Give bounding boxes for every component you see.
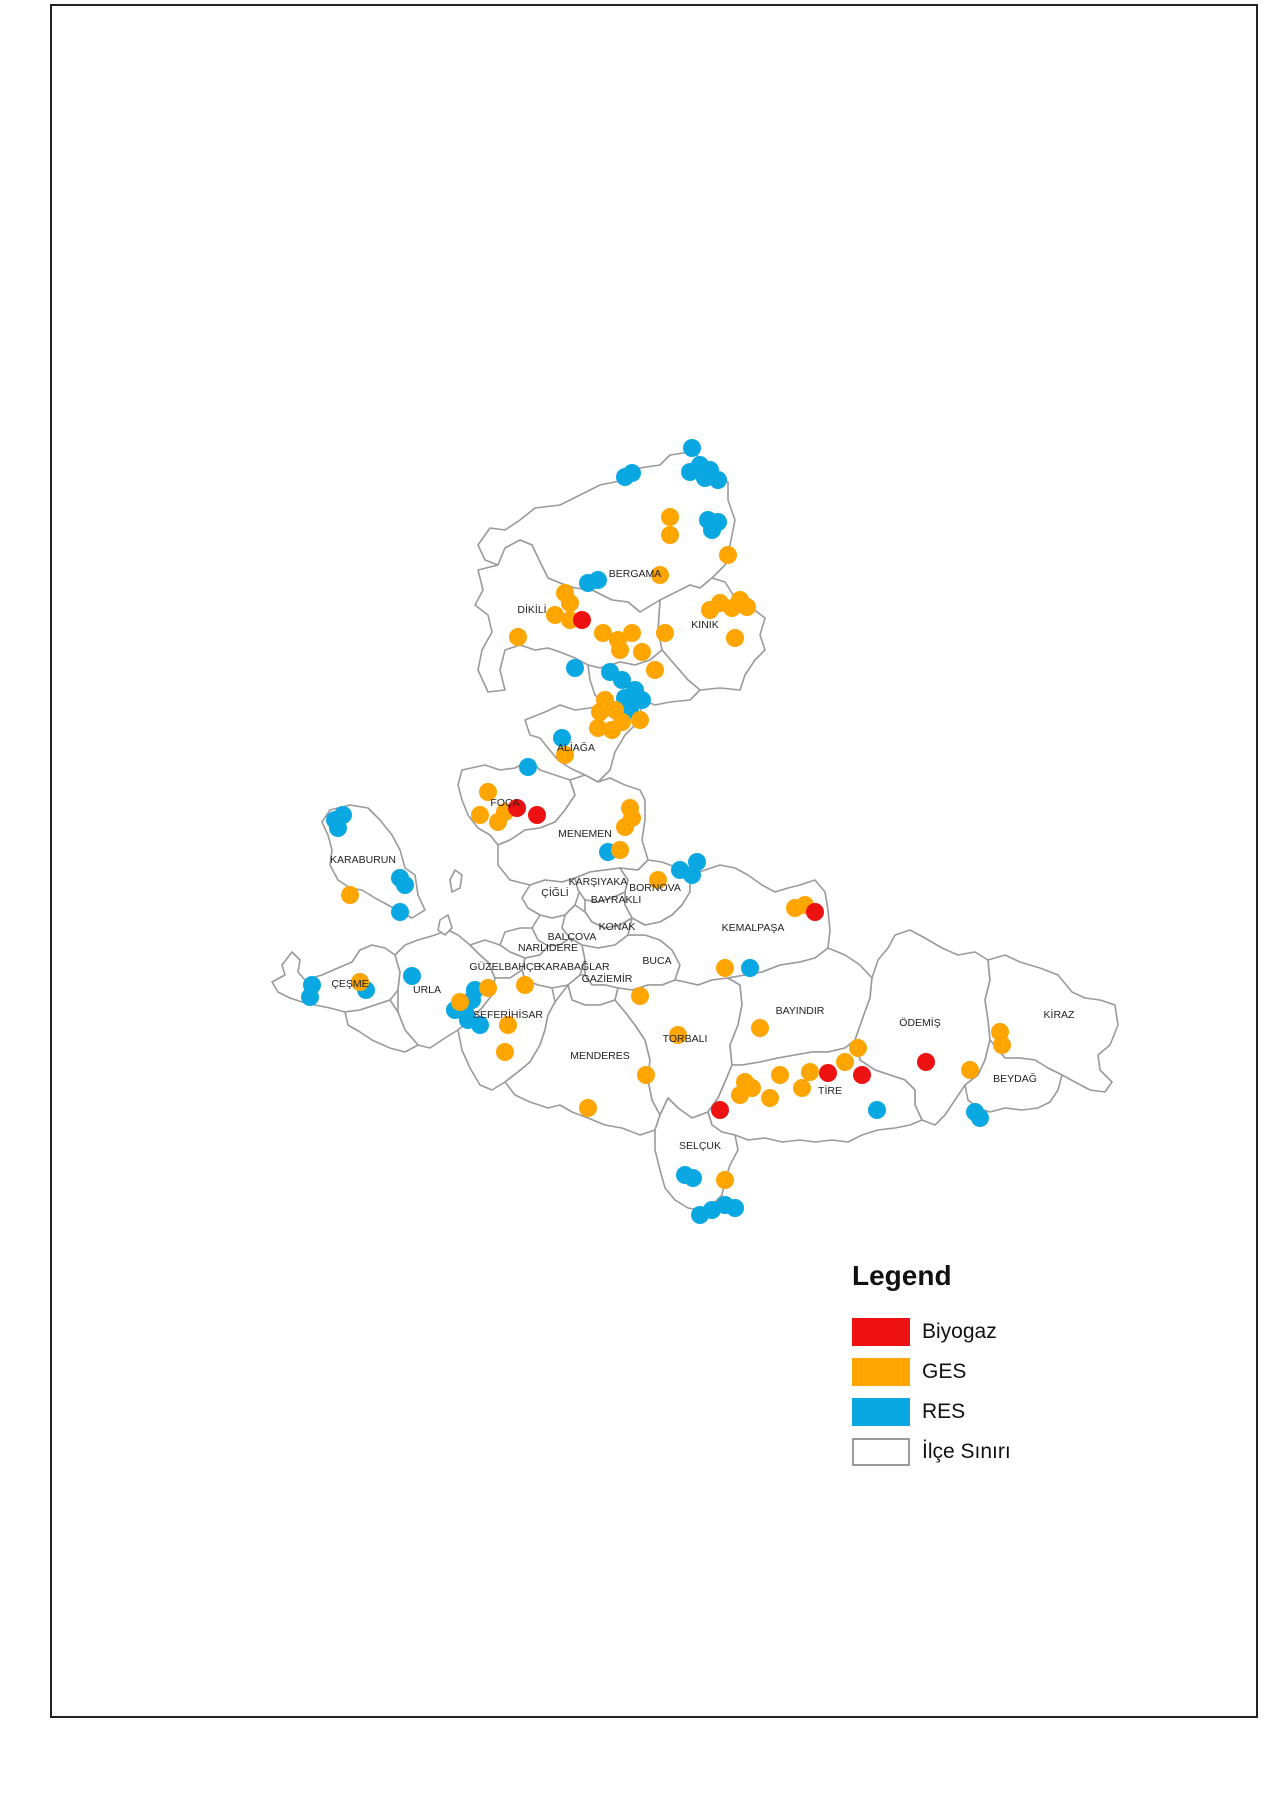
district-label: KARABURUN: [330, 854, 396, 866]
ges-point: [611, 841, 629, 859]
district-label: DİKİLİ: [517, 604, 547, 616]
legend-label-res: RES: [922, 1400, 966, 1423]
district-label: KEMALPAŞA: [721, 922, 785, 934]
res-point: [696, 469, 714, 487]
district-label: BORNOVA: [629, 882, 681, 894]
islet: [450, 870, 462, 892]
district-label: BAYRAKLI: [590, 894, 642, 906]
legend-item-ges: [852, 1352, 1112, 1392]
district-label: SELÇUK: [678, 1140, 722, 1152]
district-label: KONAK: [598, 921, 636, 933]
res-point: [623, 464, 641, 482]
ges-point: [496, 1043, 514, 1061]
district-label: SEFERİHİSAR: [472, 1009, 544, 1021]
district-label: ALİAĞA: [557, 742, 595, 754]
res-point: [688, 853, 706, 871]
district-label: NARLIDERE: [517, 942, 579, 954]
biyogaz-point: [806, 903, 824, 921]
legend-label-ilce-siniri: İlçe Sınırı: [922, 1440, 1011, 1463]
ges-point: [716, 1171, 734, 1189]
district-label: BUCA: [642, 955, 672, 967]
district-label: URLA: [412, 984, 442, 996]
ges-point: [616, 818, 634, 836]
district-label: ÇİĞLİ: [541, 887, 569, 899]
district-label: GÜZELBAHÇE: [469, 961, 541, 973]
res-point: [684, 1169, 702, 1187]
ges-point: [801, 1063, 819, 1081]
res-point: [589, 571, 607, 589]
ges-point: [631, 987, 649, 1005]
ges-point: [479, 979, 497, 997]
district-label: BERGAMA: [608, 568, 662, 580]
district-label: GAZİEMİR: [581, 973, 633, 985]
ges-point: [591, 703, 609, 721]
res-point: [683, 439, 701, 457]
legend-swatch-ges: [852, 1358, 910, 1386]
biyogaz-point: [528, 806, 546, 824]
res-point: [396, 876, 414, 894]
res-point: [566, 659, 584, 677]
ges-point: [661, 526, 679, 544]
biyogaz-point: [711, 1101, 729, 1119]
district-label: MENEMEN: [558, 828, 612, 840]
ges-point: [793, 1079, 811, 1097]
district-label: BALÇOVA: [547, 931, 597, 943]
ges-point: [341, 886, 359, 904]
ges-point: [761, 1089, 779, 1107]
res-point: [709, 513, 727, 531]
res-point: [329, 819, 347, 837]
ges-point: [726, 629, 744, 647]
ges-point: [743, 1079, 761, 1097]
legend-label-biyogaz: Biyogaz: [922, 1320, 997, 1343]
biyogaz-point: [853, 1066, 871, 1084]
legend-title: Legend: [852, 1260, 952, 1291]
ges-point: [738, 598, 756, 616]
legend-item-ilce-siniri: [852, 1432, 1112, 1472]
district-label: FOÇA: [490, 797, 520, 809]
district-label: KİRAZ: [1043, 1009, 1075, 1021]
district-label: MENDERES: [570, 1050, 630, 1062]
res-point: [726, 1199, 744, 1217]
ges-point: [579, 1099, 597, 1117]
legend-item-biyogaz: [852, 1312, 1112, 1352]
ges-point: [623, 624, 641, 642]
district-label: ÇEŞME: [331, 978, 369, 990]
ges-point: [451, 993, 469, 1011]
ges-point: [637, 1066, 655, 1084]
ges-point: [611, 641, 629, 659]
ges-point: [961, 1061, 979, 1079]
legend-label-ges: GES: [922, 1360, 967, 1383]
res-point: [519, 758, 537, 776]
legend-swatch-ilce-siniri: [852, 1438, 910, 1466]
ges-point: [716, 959, 734, 977]
ges-point: [631, 711, 649, 729]
district-label: ÖDEMİŞ: [899, 1017, 941, 1029]
ges-point: [771, 1066, 789, 1084]
legend-swatch-res: [852, 1398, 910, 1426]
ges-point: [603, 721, 621, 739]
ges-point: [719, 546, 737, 564]
district-label: TORBALI: [662, 1033, 708, 1045]
ges-point: [646, 661, 664, 679]
district-label: KINIK: [691, 619, 719, 631]
res-point: [301, 988, 319, 1006]
district-label: KARABAĞLAR: [538, 961, 610, 973]
ges-point: [993, 1036, 1011, 1054]
district-label: KARŞIYAKA: [568, 876, 628, 888]
district-label: BEYDAĞ: [993, 1073, 1037, 1085]
ges-point: [471, 806, 489, 824]
ges-point: [661, 508, 679, 526]
biyogaz-point: [573, 611, 591, 629]
res-point: [391, 903, 409, 921]
ges-point: [633, 643, 651, 661]
ges-point: [656, 624, 674, 642]
ges-point: [836, 1053, 854, 1071]
res-point: [971, 1109, 989, 1127]
legend: [852, 1260, 1112, 1472]
ges-point: [561, 594, 579, 612]
biyogaz-point: [819, 1064, 837, 1082]
res-point: [868, 1101, 886, 1119]
district-label: BAYINDIR: [775, 1005, 825, 1017]
ges-point: [751, 1019, 769, 1037]
legend-swatch-biyogaz: [852, 1318, 910, 1346]
district-label: TİRE: [818, 1085, 842, 1097]
ges-point: [509, 628, 527, 646]
res-point: [741, 959, 759, 977]
res-point: [403, 967, 421, 985]
ges-point: [516, 976, 534, 994]
legend-item-res: [852, 1392, 1112, 1432]
ges-point: [849, 1039, 867, 1057]
biyogaz-point: [917, 1053, 935, 1071]
